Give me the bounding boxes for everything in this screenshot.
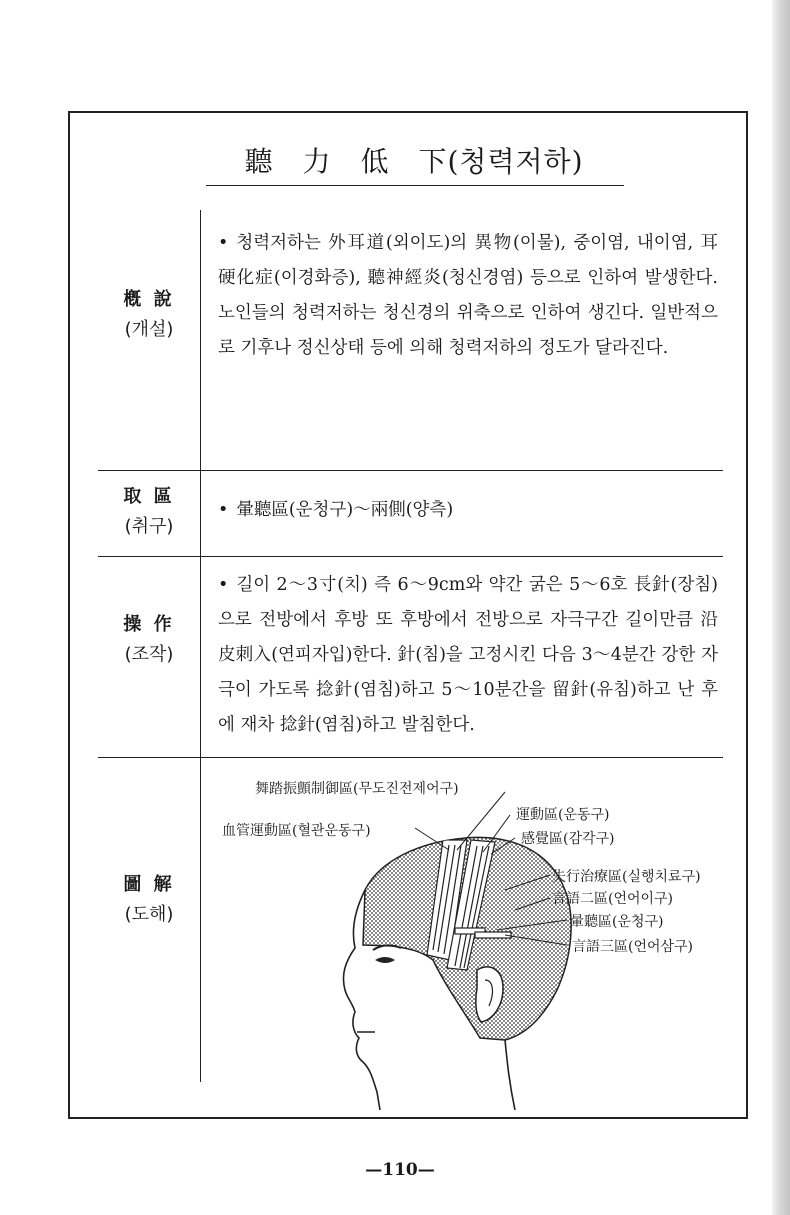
operation-text: 길이 2～3寸(치) 즉 6～9cm와 약간 굵은 5～6호 長針(장침)으로 전방에서 후방 또 후방에서 전방으로 자극구간 길이만큼 沿皮刺入(연피자입)한다. 針(침)을 고정시킨 다음 3～4분간 강한 자극이 가도록 捻針(염침)하고 5～10분간을 留針(유침)하고 난 후에 재차 捻針(염침)하고 발침한다. [218,575,718,735]
row-divider-3 [98,757,723,758]
page-title: 聽 力 低 下(청력저하) [244,145,584,178]
bullet-icon: • [218,500,229,520]
operation-text-block [218,568,718,743]
area-text: 暈聽區(운청구)～兩側(양측) [236,500,454,520]
row-divider-1 [98,470,723,471]
operation-label-hanja: 操 作 [123,614,175,635]
page-edge [772,0,790,1215]
page-number: —110— [365,1160,435,1180]
neck-outline [505,1040,515,1110]
callout-motor-area: 運動區(운동구) [516,807,610,823]
overview-text: 청력저하는 外耳道(외이도)의 異物(이물), 중이염, 내이염, 耳硬化症(이경화증), 聽神經炎(청신경염) 등으로 인하여 발생한다. 노인들의 청력저하는 청신경의 위축으로 인하여 생긴다. 일반적으로 기후나 정신상태 등에 의해 청력저하의 정도가 달라진다. [218,233,718,358]
area-text-block [218,493,718,528]
column-divider [200,210,201,1082]
diagram-label [98,870,200,930]
diagram-label-hangul: (도해) [124,904,174,925]
overview-label-hangul: (개설) [124,319,174,340]
operation-label [98,610,200,670]
overview-label-hanja: 槪 說 [123,289,175,310]
overview-text-block [218,226,718,366]
callout-vascular-area: 血管運動區(혈관운동구) [222,823,371,839]
title-underline [206,185,624,186]
callout-vertigo-area: 暈聽區(운청구) [570,914,664,930]
area-label-hanja: 取 區 [123,486,175,507]
callout-speech3-area: 言語三區(언어삼구) [572,939,694,955]
row-divider-2 [98,556,723,557]
bullet-icon: • [218,233,229,253]
bullet-icon: • [218,575,229,595]
callout-chorea-area: 舞踏振顫制御區(무도진전제어구) [255,781,459,797]
diagram-label-hanja: 圖 解 [123,874,175,895]
overview-label [98,285,200,345]
callout-apraxia-area: 失行治療區(실행치료구) [552,869,701,885]
eye [375,957,395,963]
area-label [98,482,200,542]
operation-label-hangul: (조작) [124,644,174,665]
area-label-hangul: (취구) [124,516,174,537]
callout-speech2-area: 言語二區(언어이구) [552,891,674,907]
callout-sensory-area: 感覺區(감각구) [521,831,615,847]
